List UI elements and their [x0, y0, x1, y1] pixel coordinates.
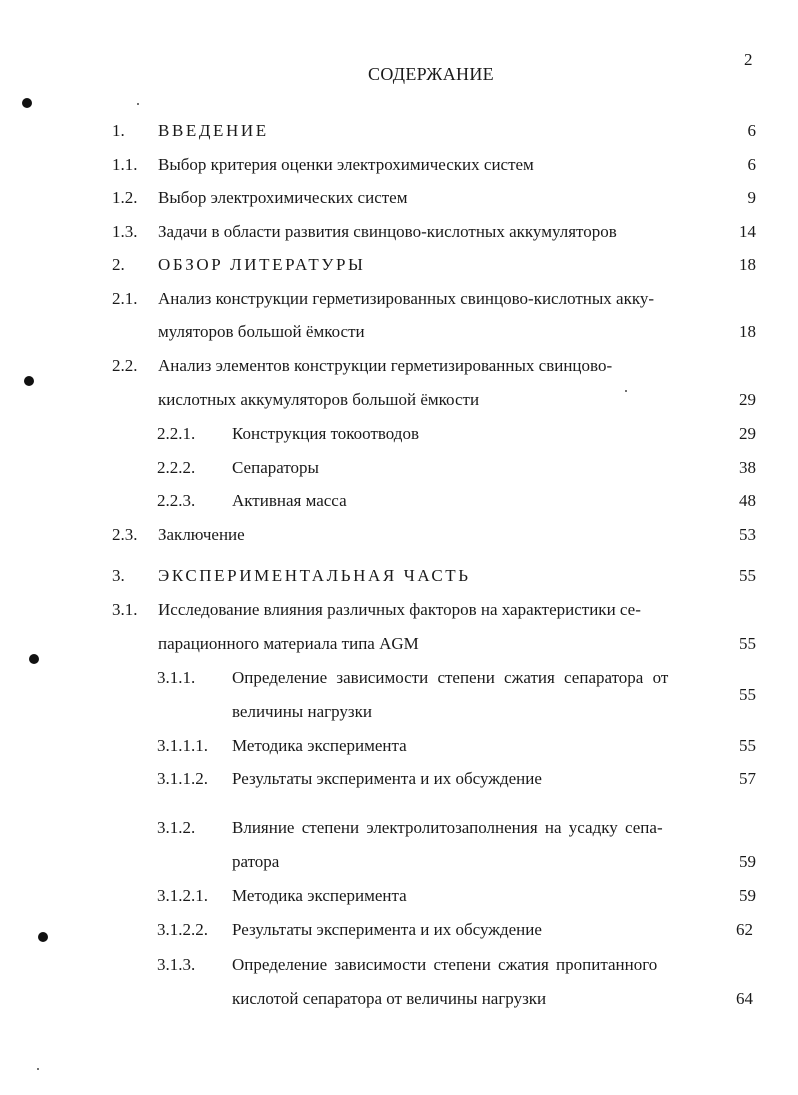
toc-entry-title-line1: Исследование влияния различных факторов на характеристики се-: [158, 600, 641, 619]
page-number: 2: [744, 50, 753, 69]
binding-hole-mark: [24, 376, 34, 386]
toc-entry-title-line2: кислотных аккумуляторов большой ёмкости: [158, 390, 480, 409]
toc-entry-title-line1: Определение зависимости степени сжатия пропитанного: [232, 955, 658, 974]
toc-entry-number: 2.: [112, 255, 125, 274]
toc-entry-title: Методика эксперимента: [232, 736, 407, 755]
toc-entry-page: 29: [739, 390, 756, 409]
toc-entry-number: 3.1.2.2.: [157, 920, 208, 939]
toc-entry-number: 3.: [112, 566, 125, 585]
toc-entry-page: 9: [747, 188, 756, 207]
toc-entry-page: 55: [739, 634, 756, 653]
scan-speck: [625, 390, 627, 392]
toc-entry-number: 2.2.3.: [157, 491, 196, 510]
toc-entry-page: 6: [747, 121, 756, 140]
toc-entry-page: 14: [739, 222, 756, 241]
toc-entry-title-line1: Определение зависимости степени сжатия сепаратора от: [232, 668, 669, 687]
toc-entry-number: 2.3.: [112, 525, 138, 544]
toc-entry-page: 48: [739, 491, 756, 510]
toc-entry-page: 55: [739, 566, 756, 585]
toc-entry-title: Методика эксперимента: [232, 886, 407, 905]
toc-entry-number: 3.1.1.: [157, 668, 196, 687]
toc-entry-number: 2.2.2.: [157, 458, 196, 477]
toc-entry-page: 29: [739, 424, 756, 443]
toc-entry-number: 1.3.: [112, 222, 138, 241]
toc-entry-title-line2: муляторов большой ёмкости: [158, 322, 365, 341]
scan-speck: [37, 1068, 39, 1070]
toc-entry-title-line2: ратора: [232, 852, 280, 871]
toc-entry-title: Выбор критерия оценки электрохимических систем: [158, 155, 534, 174]
toc-entry-title-line1: Анализ элементов конструкции герметизированных свинцово-: [158, 356, 613, 375]
toc-entry-title: Заключение: [158, 525, 245, 544]
toc-entry-title: Результаты эксперимента и их обсуждение: [232, 920, 542, 939]
toc-entry-page: 62: [736, 920, 753, 939]
toc-entry-title-line2: величины нагрузки: [232, 702, 372, 721]
toc-entry-page: 64: [736, 989, 753, 1008]
toc-entry-number: 3.1.2.1.: [157, 886, 208, 905]
toc-entry-title: Результаты эксперимента и их обсуждение: [232, 769, 542, 788]
page-title: СОДЕРЖАНИЕ: [368, 64, 494, 84]
toc-entry-title: Активная масса: [232, 491, 347, 510]
toc-entry-title-line2: кислотой сепаратора от величины нагрузки: [232, 989, 547, 1008]
toc-entry-title: ВВЕДЕНИЕ: [158, 121, 269, 140]
binding-hole-mark: [22, 98, 32, 108]
toc-entry-number: 3.1.1.1.: [157, 736, 208, 755]
toc-entry-number: 1.2.: [112, 188, 138, 207]
toc-entry-page: 18: [739, 255, 756, 274]
toc-entry-number: 1.1.: [112, 155, 138, 174]
toc-entry-number: 3.1.3.: [157, 955, 196, 974]
toc-entry-page: 59: [739, 852, 756, 871]
scan-speck: [137, 103, 139, 105]
toc-entry-page: 55: [739, 736, 756, 755]
toc-entry-page: 53: [739, 525, 756, 544]
toc-entry-number: 3.1.1.2.: [157, 769, 208, 788]
toc-entry-title: ЭКСПЕРИМЕНТАЛЬНАЯ ЧАСТЬ: [158, 566, 471, 585]
toc-entry-title: Конструкция токоотводов: [232, 424, 419, 443]
toc-entry-page: 59: [739, 886, 756, 905]
toc-entry-number: 2.1.: [112, 289, 138, 308]
toc-entry-page: 57: [739, 769, 756, 788]
toc-entry-title-line2: парационного материала типа AGM: [158, 634, 419, 653]
toc-entry-page: 55: [739, 685, 756, 704]
toc-entry-number: 1.: [112, 121, 125, 140]
toc-entry-number: 3.1.: [112, 600, 138, 619]
toc-entry-title-line1: Анализ конструкции герметизированных свинцово-кислотных акку-: [158, 289, 655, 308]
toc-entry-page: 38: [739, 458, 756, 477]
toc-entry-number: 2.2.: [112, 356, 138, 375]
toc-entry-title: Выбор электрохимических систем: [158, 188, 408, 207]
binding-hole-mark: [29, 654, 39, 664]
toc-entry-title: Задачи в области развития свинцово-кислотных аккумуляторов: [158, 222, 617, 241]
toc-entry-page: 6: [747, 155, 756, 174]
binding-hole-mark: [38, 932, 48, 942]
toc-entry-title-line1: Влияние степени электролитозаполнения на усадку сепа-: [232, 818, 663, 837]
toc-entry-page: 18: [739, 322, 756, 341]
toc-entry-number: 3.1.2.: [157, 818, 196, 837]
toc-entry-title: ОБЗОР ЛИТЕРАТУРЫ: [158, 255, 366, 274]
toc-entry-number: 2.2.1.: [157, 424, 196, 443]
toc-entry-title: Сепараторы: [232, 458, 319, 477]
